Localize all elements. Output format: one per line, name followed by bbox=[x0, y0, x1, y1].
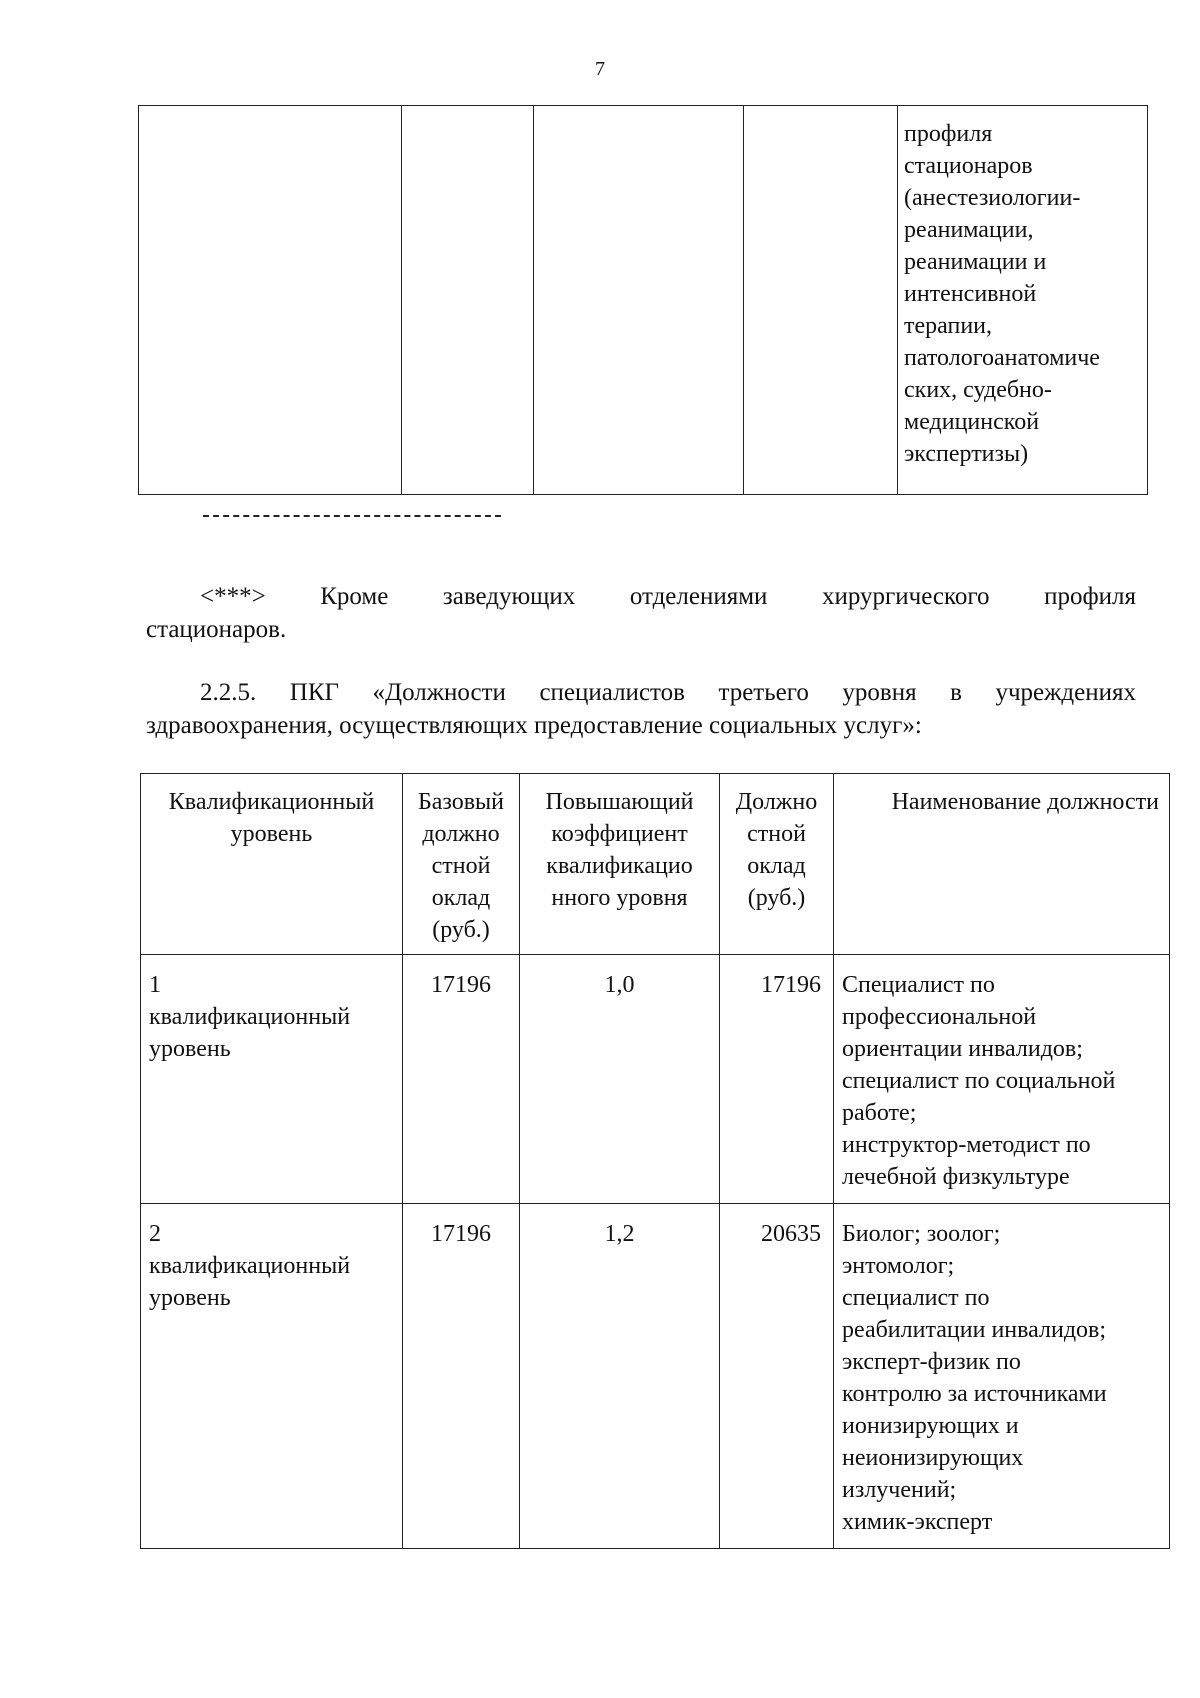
cell-line: реанимации и bbox=[904, 249, 1047, 275]
header-salary: Должно стной оклад (руб.) bbox=[720, 774, 834, 955]
page-number: 7 bbox=[595, 58, 605, 80]
empty-cell bbox=[744, 106, 898, 495]
position-names-cell: Биолог; зоолог; энтомолог; специалист по реабилитации инвалидов; эксперт-физик по контролю за источниками ионизирующих и неионизирующих излучений; химик-эксперт bbox=[834, 1204, 1170, 1549]
section-heading-continuation: здравоохранения, осуществляющих предоставление социальных услуг»: bbox=[146, 712, 922, 739]
header-base-salary: Базовый должно стной оклад (руб.) bbox=[403, 774, 520, 955]
coefficient-cell: 1,2 bbox=[520, 1204, 720, 1549]
cell-line: экспертизы) bbox=[904, 441, 1029, 467]
level-cell: 2 квалификационный уровень bbox=[141, 1204, 403, 1549]
position-names-cell: Специалист по профессиональной ориентации инвалидов; специалист по социальной работе; инструктор-методист по лечебной физкультуре bbox=[834, 955, 1170, 1204]
base-salary-cell: 17196 bbox=[403, 955, 520, 1204]
cell-line: реанимации, bbox=[904, 217, 1034, 243]
empty-cell bbox=[402, 106, 534, 495]
cell-line: ских, судебно- bbox=[904, 377, 1052, 403]
continued-table bbox=[138, 105, 1148, 495]
table-row bbox=[141, 955, 1170, 1204]
salary-cell: 20635 bbox=[720, 1204, 834, 1549]
cell-line: медицинской bbox=[904, 409, 1040, 435]
footnote-text-continuation: стационаров. bbox=[146, 616, 287, 643]
header-coefficient: Повышающий коэффициент квалификацио нного уровня bbox=[520, 774, 720, 955]
cell-line: (анестезиологии- bbox=[904, 185, 1081, 211]
header-position-name: Наименование должности bbox=[834, 774, 1170, 955]
position-description-cell bbox=[898, 106, 1148, 495]
table-row bbox=[139, 106, 1148, 495]
qualification-table bbox=[140, 773, 1170, 1549]
cell-line: терапии, bbox=[904, 313, 993, 339]
footnote-separator bbox=[203, 515, 501, 517]
header-level: Квалификационный уровень bbox=[141, 774, 403, 955]
empty-cell bbox=[139, 106, 402, 495]
table-row bbox=[141, 1204, 1170, 1549]
footnote-text: <***> Кроме заведующих отделениями хирургического профиля bbox=[200, 583, 1136, 610]
cell-line: профиля bbox=[904, 121, 993, 147]
section-heading: 2.2.5. ПКГ «Должности специалистов третьего уровня в учреждениях bbox=[200, 679, 1136, 706]
cell-line: стационаров bbox=[904, 153, 1033, 179]
cell-line: интенсивной bbox=[904, 281, 1037, 307]
cell-line: патологоанатомиче bbox=[904, 345, 1100, 371]
base-salary-cell: 17196 bbox=[403, 1204, 520, 1549]
salary-cell: 17196 bbox=[720, 955, 834, 1204]
level-cell: 1 квалификационный уровень bbox=[141, 955, 403, 1204]
table-header-row bbox=[141, 774, 1170, 955]
empty-cell bbox=[534, 106, 744, 495]
coefficient-cell: 1,0 bbox=[520, 955, 720, 1204]
